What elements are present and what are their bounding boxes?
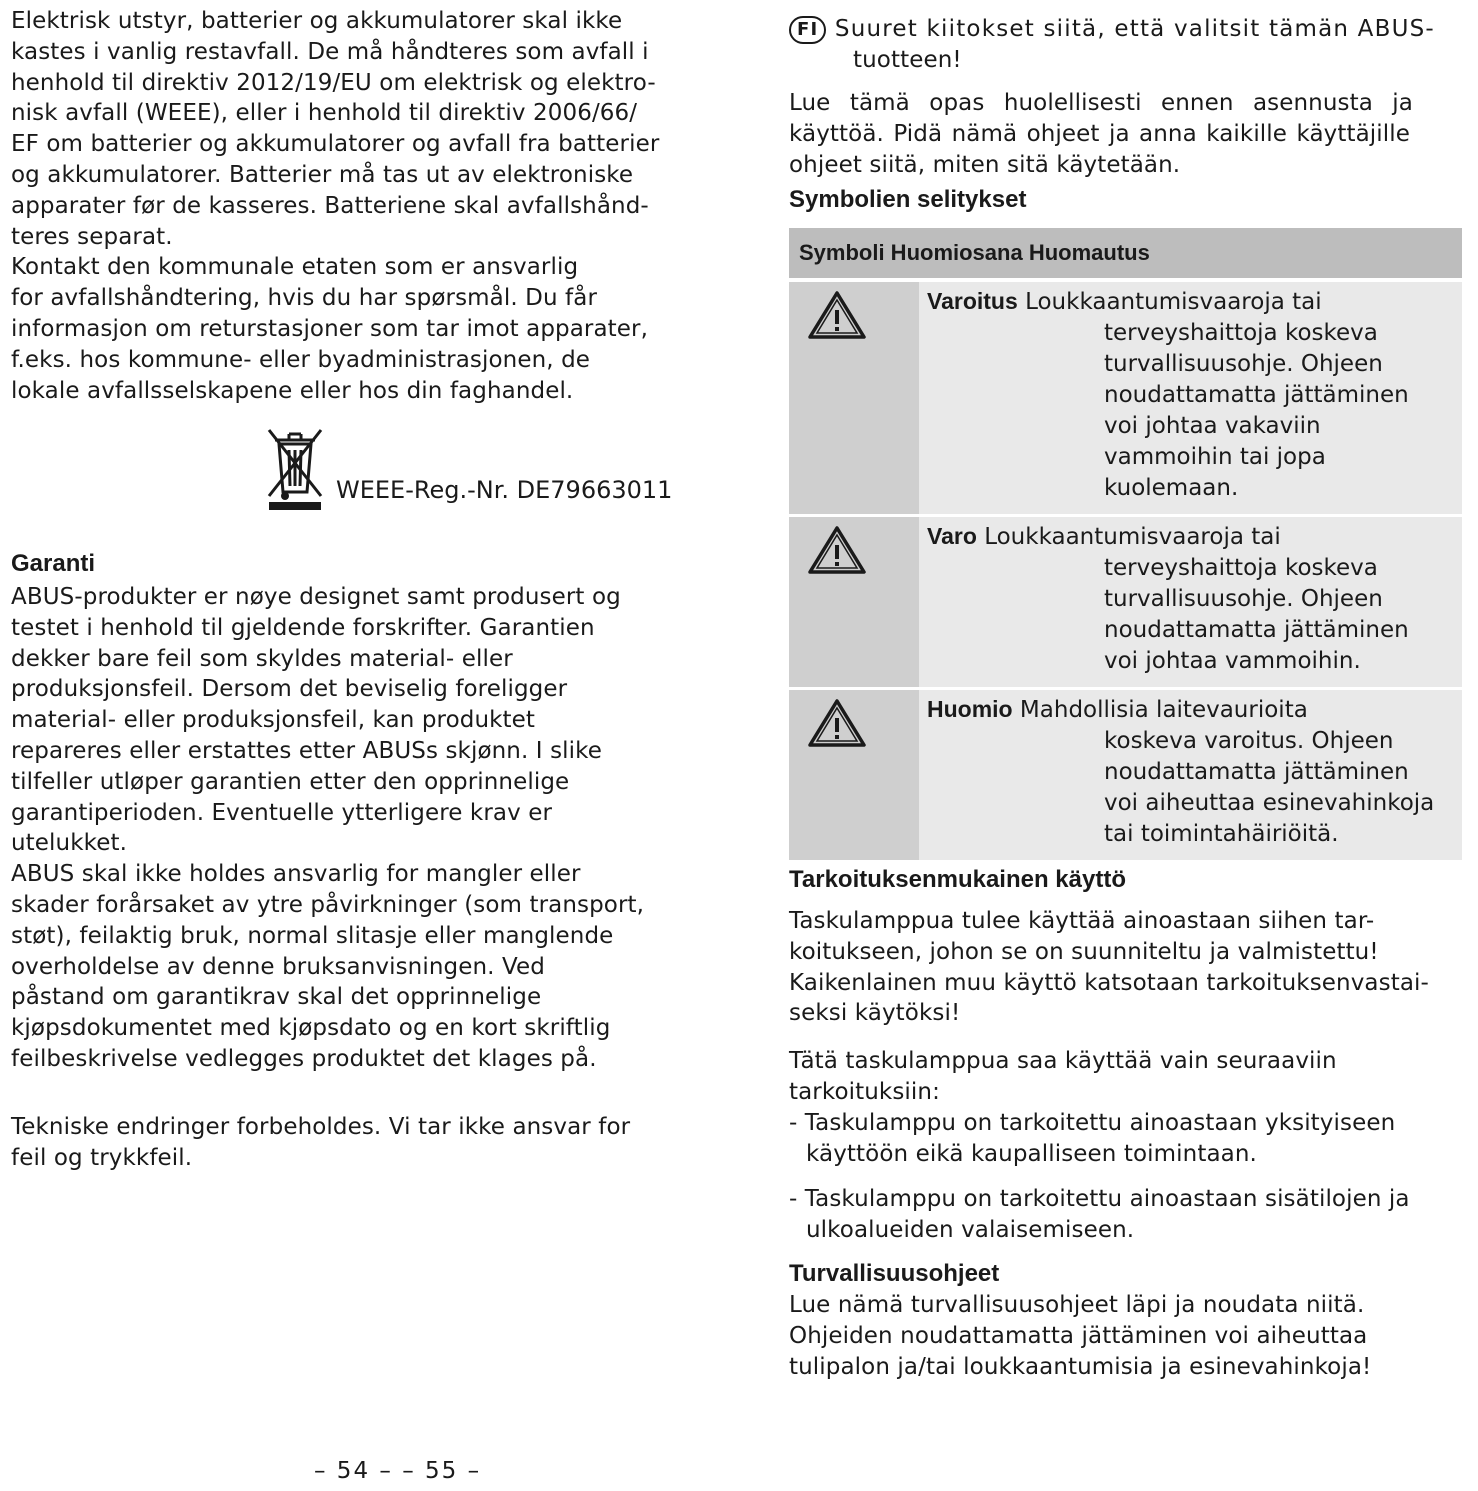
intro-line: tuotteen! <box>853 46 962 73</box>
text-line: testet i henhold til gjeldende forskrifter. Garantien <box>11 614 595 641</box>
text-line: terveyshaittoja koskeva <box>1104 320 1378 346</box>
text-line: Tekniske endringer forbeholdes. Vi tar ikke ansvar for <box>11 1114 631 1140</box>
weee-notice <box>263 426 693 511</box>
text-line: ABUS skal ikke holdes ansvarlig for mangler eller <box>11 861 581 888</box>
text-line: Kontakt den kommunale etaten som er ansvarlig <box>11 254 579 281</box>
text-line: - Taskulamppu on tarkoitettu ainoastaan yksityiseen <box>789 1110 1396 1136</box>
text-line: koskeva varoitus. Ohjeen <box>1104 728 1394 754</box>
description-cell <box>919 516 1462 689</box>
text-line: voi johtaa vammoihin. <box>1104 648 1361 674</box>
symbol-cell <box>789 689 919 861</box>
text-line: vammoihin tai jopa <box>1104 444 1326 470</box>
text-line: apparater før de kasseres. Batteriene skal avfallshånd- <box>11 192 649 219</box>
text-line: tulipalon ja/tai loukkaantumisia ja esinevahinkoja! <box>789 1353 1372 1380</box>
text-line: lokale avfallsselskapene eller hos din faghandel. <box>11 377 574 404</box>
text-line: noudattamatta jättäminen <box>1104 617 1409 643</box>
text-line: for avfallshåndtering, hvis du har spørsmål. Du får <box>11 285 598 312</box>
garanti-heading: Garanti <box>11 550 96 577</box>
text-line: skader forårsaket av ytre påvirkninger (som transport, <box>11 891 645 918</box>
text-line: Mahdollisia laitevaurioita <box>1019 697 1308 723</box>
text-line: Loukkaantumisvaaroja tai <box>984 524 1281 550</box>
text-line: Lue nämä turvallisuusohjeet läpi ja noudata niitä. <box>789 1292 1365 1318</box>
text-line: voi johtaa vakaviin <box>1104 413 1321 439</box>
intro <box>789 14 1465 76</box>
weee-reg-number: WEEE-Reg.-Nr. DE79663011 <box>336 476 673 504</box>
bullet-item <box>789 1108 1395 1170</box>
text-line: feil og trykkfeil. <box>11 1144 193 1171</box>
text-line: henhold til direktiv 2012/19/EU om elektrisk og elektro- <box>11 69 656 96</box>
text-line: seksi käytöksi! <box>789 1000 961 1027</box>
signal-word: Varo <box>927 523 977 549</box>
safety-heading: Turvallisuusohjeet <box>789 1260 1000 1287</box>
text-line: käyttöön eikä kaupalliseen toimintaan. <box>806 1140 1257 1167</box>
symbol-cell <box>789 516 919 689</box>
text-line: Kaikenlainen muu käyttö katsotaan tarkoituksenvastai- <box>789 969 1429 996</box>
safety-paragraph <box>789 1290 1371 1382</box>
text-line: utelukket. <box>11 830 128 857</box>
table-header: Symboli Huomiosana Huomautus <box>789 228 1462 280</box>
signal-word: Varoitus <box>927 288 1018 314</box>
text-line: informasjon om returstasjoner som tar imot apparater, <box>11 315 649 342</box>
intro-line: Suuret kiitokset siitä, että valitsit tämän ABUS- <box>834 16 1435 42</box>
text-line: käyttöä. Pidä nämä ohjeet ja anna kaikille käyttäjille <box>789 120 1411 147</box>
text-line: teres separat. <box>11 223 173 250</box>
tekniske-paragraph <box>11 1112 630 1174</box>
text-line: påstand om garantikrav skal det opprinnelige <box>11 984 542 1011</box>
text-line: kuolemaan. <box>1104 475 1239 501</box>
text-line: Ohjeiden noudattamatta jättäminen voi aiheuttaa <box>789 1322 1368 1349</box>
text-line: garantiperioden. Eventuelle ytterligere krav er <box>11 799 552 826</box>
text-line: overholdelse av denne bruksanvisningen. Ved <box>11 953 545 980</box>
purpose-paragraph-1 <box>789 906 1429 1029</box>
text-line: material- eller produksjonsfeil, kan produktet <box>11 707 536 734</box>
text-line: kjøpsdokumentet med kjøpsdato og en kort skriftlig <box>11 1015 611 1042</box>
purpose-paragraph-2 <box>789 1046 1337 1108</box>
warning-triangle-icon <box>807 698 867 748</box>
text-line: tarkoituksiin: <box>789 1078 940 1105</box>
text-line: feilbeskrivelse vedlegges produktet det klages på. <box>11 1045 597 1072</box>
text-line: turvallisuusohje. Ohjeen <box>1104 351 1383 377</box>
bullet-item <box>789 1184 1410 1246</box>
text-line: repareres eller erstattes etter ABUSs skjønn. I slike <box>11 737 603 764</box>
symbols-heading: Symbolien selitykset <box>789 186 1027 213</box>
description-cell <box>919 280 1462 516</box>
text-line: ohjeet siitä, miten sitä käytetään. <box>789 151 1181 178</box>
text-line: Elektrisk utstyr, batterier og akkumulatorer skal ikke <box>11 8 623 34</box>
text-line: noudattamatta jättäminen <box>1104 382 1409 408</box>
symbol-cell <box>789 280 919 516</box>
text-line: nisk avfall (WEEE), eller i henhold til direktiv 2006/66/ <box>11 100 638 127</box>
language-badge: FI <box>789 16 826 44</box>
text-line: ABUS-produkter er nøye designet samt produsert og <box>11 584 621 610</box>
text-line: dekker bare feil som skyldes material- eller <box>11 645 513 672</box>
text-line: kastes i vanlig restavfall. De må håndteres som avfall i <box>11 38 649 65</box>
text-line: tilfeller utløper garantien etter den opprinnelige <box>11 768 570 795</box>
signal-word: Huomio <box>927 696 1013 722</box>
text-line: voi aiheuttaa esinevahinkoja <box>1104 790 1435 816</box>
table-row <box>789 516 1462 689</box>
warning-triangle-icon <box>807 525 867 575</box>
crossed-bin-icon <box>263 426 327 512</box>
text-line: ulkoalueiden valaisemiseen. <box>806 1216 1135 1243</box>
text-line: Lue tämä opas huolellisesti ennen asennusta ja <box>789 90 1413 116</box>
text-line: noudattamatta jättäminen <box>1104 759 1409 785</box>
table-row <box>789 280 1462 516</box>
warning-triangle-icon <box>807 290 867 340</box>
text-line: - Taskulamppu on tarkoitettu ainoastaan sisätilojen ja <box>789 1186 1410 1212</box>
text-line: terveyshaittoja koskeva <box>1104 555 1378 581</box>
table-row <box>789 689 1462 861</box>
purpose-heading: Tarkoituksenmukainen käyttö <box>789 866 1126 893</box>
text-line: f.eks. hos kommune- eller byadministrasjonen, de <box>11 346 591 373</box>
symbols-table <box>789 228 1462 860</box>
text-line: turvallisuusohje. Ohjeen <box>1104 586 1383 612</box>
text-line: EF om batterier og akkumulatorer og avfall fra batterier <box>11 131 660 158</box>
text-line: Tätä taskulamppua saa käyttää vain seuraaviin <box>789 1048 1337 1074</box>
garanti-paragraph <box>11 582 644 1075</box>
text-line: tai toimintahäiriöitä. <box>1104 821 1339 847</box>
disposal-paragraph <box>11 6 659 406</box>
text-line: Loukkaantumisvaaroja tai <box>1025 289 1322 315</box>
text-line: produksjonsfeil. Dersom det beviselig foreligger <box>11 676 568 703</box>
page-numbers: – 54 – – 55 – <box>314 1458 482 1484</box>
text-line: støt), feilaktig bruk, normal slitasje eller manglende <box>11 922 614 949</box>
text-line: og akkumulatorer. Batterier må tas ut av elektroniske <box>11 161 634 188</box>
description-cell <box>919 689 1462 861</box>
read-paragraph <box>789 88 1469 180</box>
text-line: koitukseen, johon se on suunniteltu ja valmistettu! <box>789 938 1379 965</box>
text-line: Taskulamppua tulee käyttää ainoastaan siihen tar- <box>789 908 1375 934</box>
